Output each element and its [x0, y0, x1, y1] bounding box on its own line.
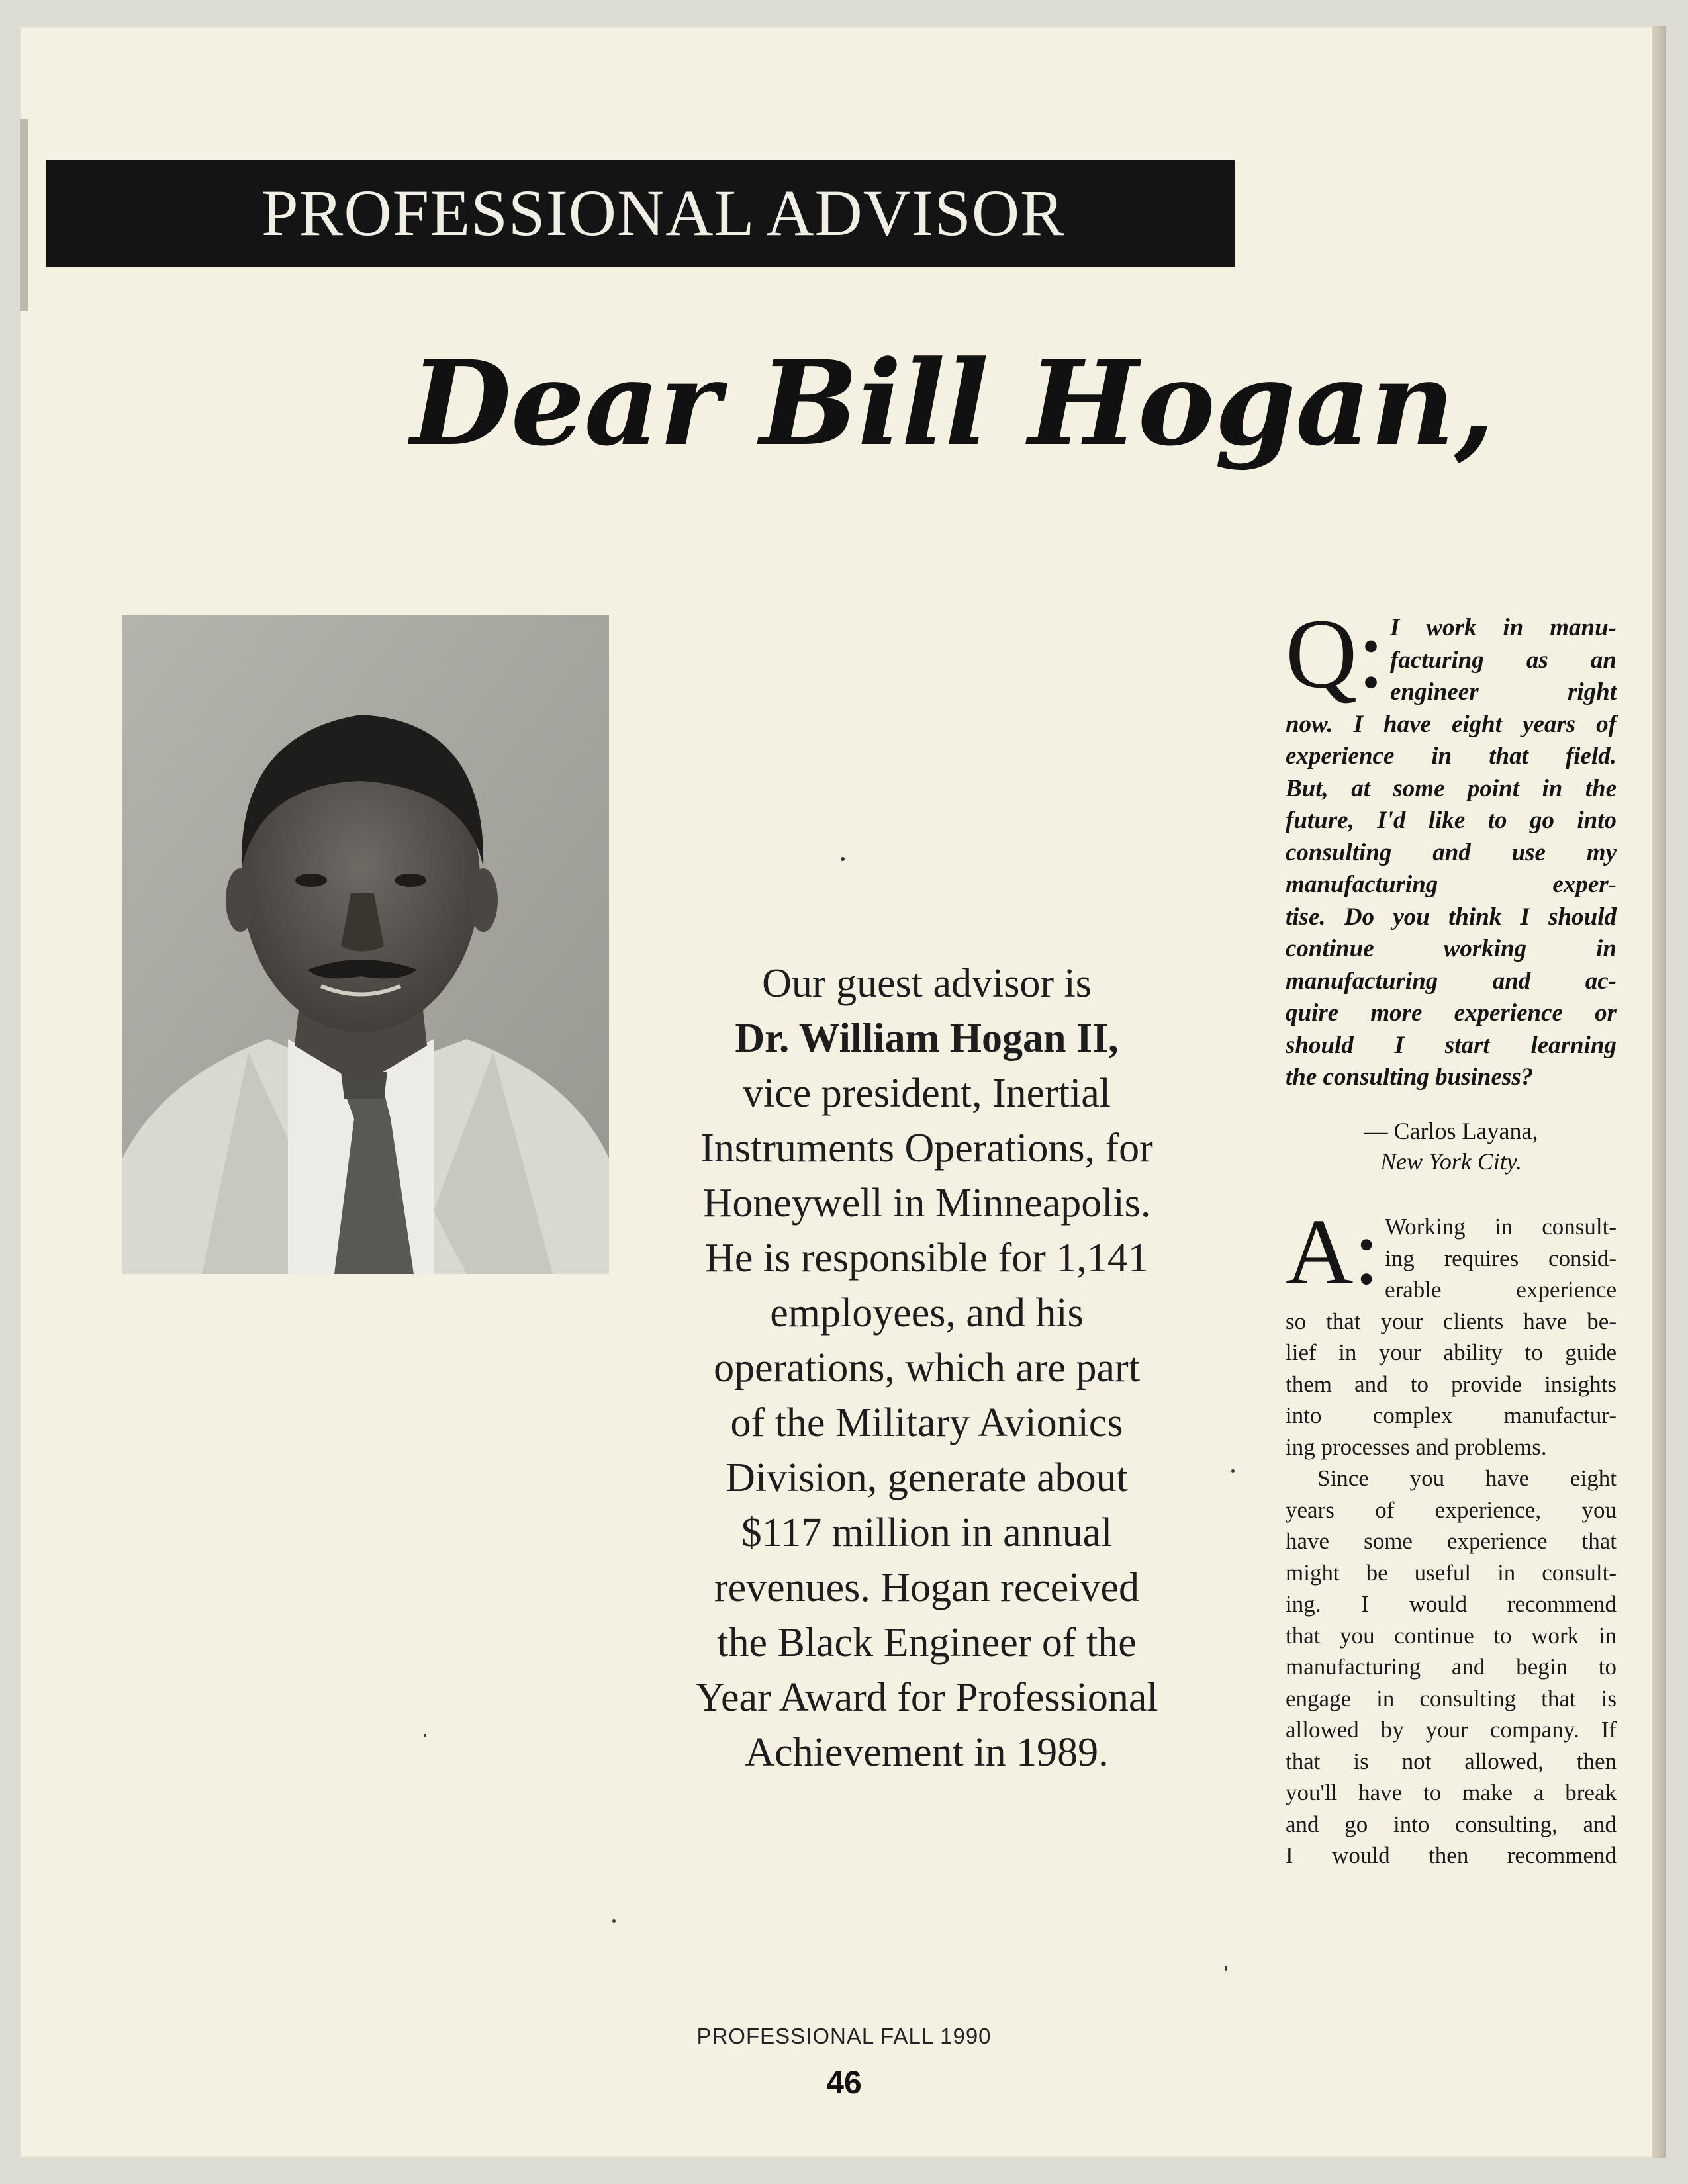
binding-strip [20, 119, 28, 311]
answer-line: have some experience that [1286, 1528, 1617, 1554]
question-drop-cap: Q: [1286, 599, 1385, 709]
question-line: But, at some point in the [1286, 774, 1617, 802]
intro-line: Year Award for Professional [695, 1675, 1158, 1720]
intro-line: the Black Engineer of the [717, 1620, 1137, 1665]
answer-line: you'll have to make a break [1286, 1780, 1617, 1805]
speck [612, 1919, 616, 1923]
intro-line: Division, generate about [726, 1455, 1128, 1500]
speck [424, 1734, 426, 1737]
answer-line: engage in consulting that is [1286, 1685, 1617, 1711]
guest-advisor-intro [635, 956, 1218, 1780]
answer-line: ing processes and problems. [1286, 1433, 1547, 1460]
question-line: should I start learning [1286, 1031, 1617, 1059]
answer-line: erable experience [1385, 1277, 1617, 1302]
article-title: Dear Bill Hogan, [410, 335, 1495, 472]
question-line: engineer right [1390, 678, 1617, 705]
question-line: tise. Do you think I should [1286, 903, 1617, 931]
answer-line: manufacturing and begin to [1286, 1654, 1617, 1680]
answer-line: Working in consult- [1385, 1214, 1617, 1240]
answer-line: that is not allowed, then [1286, 1748, 1617, 1774]
answer-line: ing requires consid- [1385, 1245, 1617, 1271]
intro-line: of the Military Avionics [730, 1400, 1123, 1445]
question-line: experience in that field. [1286, 743, 1617, 770]
speck [841, 857, 845, 861]
intro-line: operations, which are part [714, 1345, 1140, 1390]
question-line: quire more experience or [1286, 999, 1617, 1026]
page-edge [1652, 26, 1666, 2158]
answer-line: ing. I would recommend [1286, 1591, 1617, 1617]
intro-line: Our guest advisor is [762, 961, 1092, 1006]
question-line: continue working in [1286, 935, 1617, 962]
intro-line: Instruments Operations, for [700, 1126, 1153, 1171]
portrait-illustration [122, 615, 609, 1274]
intro-line: vice president, Inertial [742, 1071, 1111, 1116]
answer-line: I would then recommend [1286, 1843, 1617, 1868]
advisor-answer [1286, 1199, 1617, 1872]
intro-line: employees, and his [770, 1291, 1084, 1336]
intro-line: Achievement in 1989. [745, 1730, 1109, 1775]
page-number: 46 [826, 2066, 862, 2101]
intro-line: Honeywell in Minneapolis. [702, 1181, 1151, 1226]
answer-line: allowed by your company. If [1286, 1717, 1617, 1743]
answer-line: Since you have eight [1317, 1465, 1617, 1491]
reader-question [1286, 599, 1617, 1094]
intro-line: revenues. Hogan received [714, 1565, 1140, 1610]
question-line: facturing as an [1390, 646, 1617, 674]
answer-line: them and to provide insights [1286, 1371, 1617, 1397]
publication-footer: PROFESSIONAL FALL 1990 [696, 2024, 992, 2048]
portrait-photo [122, 615, 609, 1274]
question-line: manufacturing and ac- [1286, 967, 1617, 995]
question-line: now. I have eight years of [1286, 710, 1617, 738]
answer-line: that you continue to work in [1286, 1622, 1617, 1649]
answer-line: and go into consulting, and [1286, 1811, 1617, 1837]
question-line: the consulting business? [1286, 1064, 1534, 1091]
answer-drop-cap: A: [1286, 1199, 1380, 1304]
answer-line: into complex manufactur- [1286, 1402, 1617, 1428]
question-line: I work in manu- [1390, 614, 1617, 641]
speck [1225, 1966, 1227, 1971]
intro-line: $117 million in annual [741, 1510, 1113, 1555]
intro-line: He is responsible for 1,141 [705, 1236, 1149, 1281]
signature-city: New York City. [1380, 1148, 1522, 1175]
question-line: consulting and use my [1286, 839, 1617, 866]
question-line: future, I'd like to go into [1286, 807, 1617, 834]
speck [1231, 1469, 1235, 1473]
answer-line: years of experience, you [1286, 1496, 1617, 1523]
signature-name: — Carlos Layana, [1364, 1118, 1538, 1144]
answer-line: might be useful in consult- [1286, 1559, 1617, 1586]
advisor-name: Dr. William Hogan II, [735, 1016, 1119, 1061]
question-line: manufacturing exper- [1286, 871, 1617, 898]
section-banner-text: PROFESSIONAL ADVISOR [261, 176, 1065, 250]
question-signature [1286, 1116, 1617, 1177]
answer-line: so that your clients have be- [1286, 1308, 1617, 1334]
answer-line: lief in your ability to guide [1286, 1340, 1617, 1365]
